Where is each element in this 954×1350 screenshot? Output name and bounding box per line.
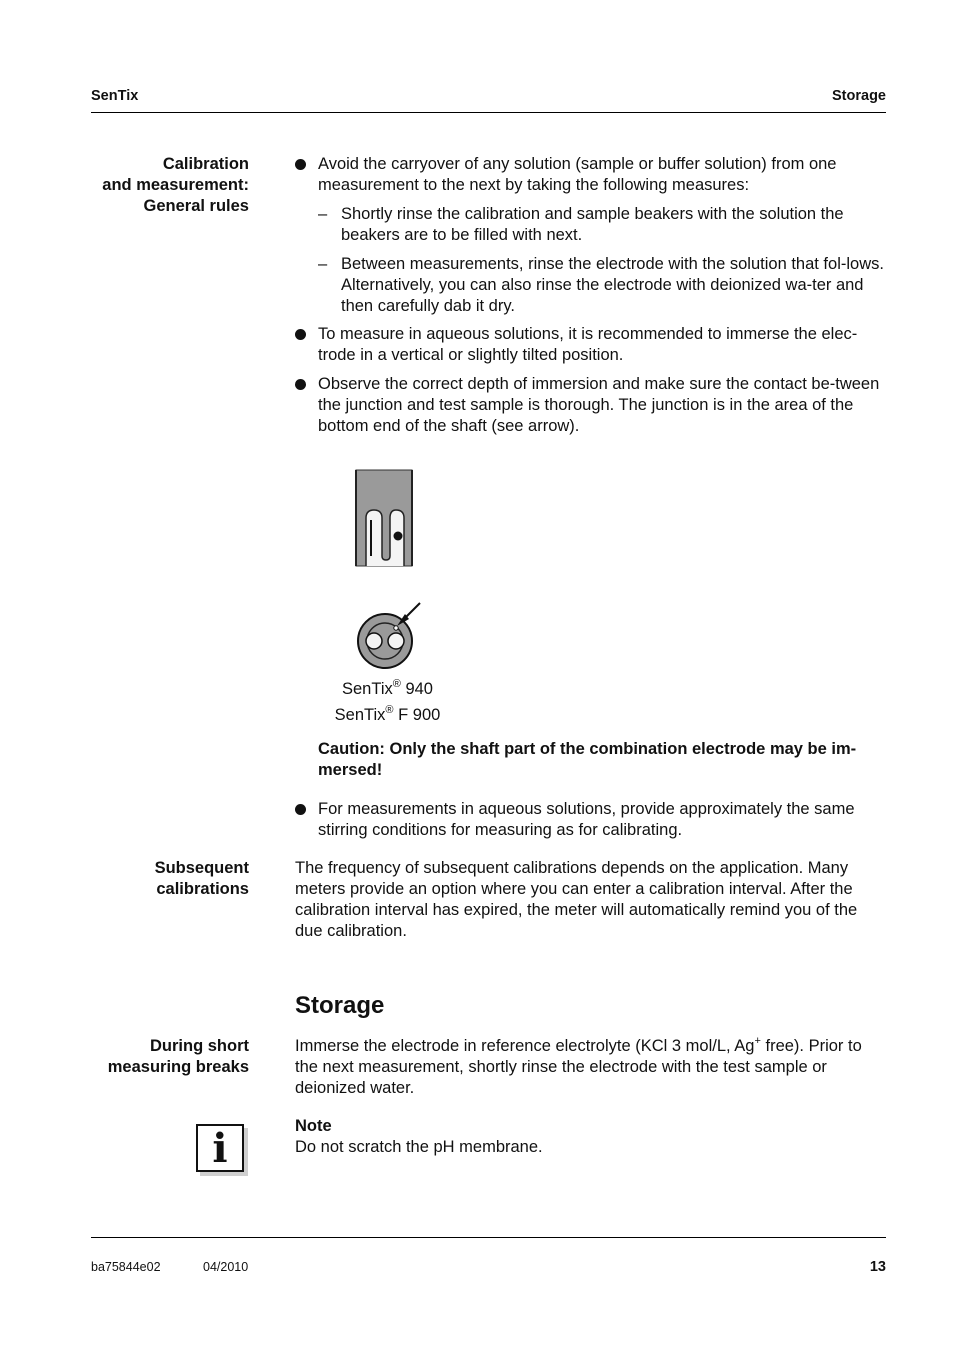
bullet-depth-of-immersion: Observe the correct depth of immersion and make sure the contact be-tween the junction and test sample is thorough. The junction is in the area of the bottom end of the shaft (see arrow). bbox=[295, 374, 886, 437]
header-rule bbox=[91, 112, 886, 113]
bullet-dot bbox=[295, 379, 306, 390]
footer-date: 04/2010 bbox=[203, 1260, 249, 1274]
side-title-subsequent-calibrations: Subsequent calibrations bbox=[154, 859, 249, 898]
storage-body-text: Immerse the electrode in reference electrolyte (KCl 3 mol/L, Ag+ free). Prior to the next measurement, shortly rinse the electrode with the test sample or deionized water. bbox=[295, 1034, 862, 1097]
header-left-title: SenTix bbox=[91, 88, 139, 104]
bullet-dot bbox=[295, 329, 306, 340]
header-right-title: Storage bbox=[832, 88, 886, 104]
page-number: 13 bbox=[869, 1259, 886, 1275]
dash-item-rinse-beakers: – Shortly rinse the calibration and sample beakers with the solution the beakers are to be filled with next. bbox=[318, 205, 844, 244]
subsequent-calibrations-text: The frequency of subsequent calibrations depends on the application. Many meters provide an option where you can enter a calibration interval. After the calibration interval has expired, the meter will automatically remind you of the due calibration. bbox=[295, 859, 858, 940]
note-text: Do not scratch the pH membrane. bbox=[295, 1138, 543, 1156]
side-title-short-breaks: During short measuring breaks bbox=[107, 1037, 249, 1076]
bullet-stirring-conditions: For measurements in aqueous solutions, provide approximately the same stirring conditions for measuring as for calibrating. bbox=[295, 799, 886, 841]
info-icon: i bbox=[196, 1124, 244, 1172]
bullet-avoid-carryover: Avoid the carryover of any solution (sample or buffer solution) from one measurement to the next by taking the following measures: bbox=[295, 154, 886, 196]
bullet-aqueous-immersion: To measure in aqueous solutions, it is recommended to immerse the elec-trode in a vertical or slightly tilted position. bbox=[295, 324, 886, 366]
footer-doc-id: ba75844e02 bbox=[91, 1260, 161, 1274]
figure-caption-f900: SenTix® F 900 bbox=[334, 703, 441, 724]
footer-rule bbox=[91, 1237, 886, 1238]
bullet-dot bbox=[295, 804, 306, 815]
electrode-side-view-illustration bbox=[352, 468, 416, 568]
dash-item-rinse-electrode: – Between measurements, rinse the electrode with the solution that fol-lows. Alternatively, you can also rinse the electrode with deionized wa-ter and then carefully dab it dry. bbox=[318, 255, 884, 315]
note-title: Note bbox=[295, 1117, 332, 1135]
figure-caption-940: SenTix® 940 bbox=[342, 677, 433, 698]
side-title-calibration: Calibration and measurement: General rules bbox=[102, 155, 249, 215]
bullet-dot bbox=[295, 159, 306, 170]
electrode-bottom-view-illustration bbox=[352, 598, 426, 674]
storage-heading: Storage bbox=[295, 992, 385, 1019]
caution-text: Caution: Only the shaft part of the combination electrode may be im-mersed! bbox=[318, 740, 857, 779]
